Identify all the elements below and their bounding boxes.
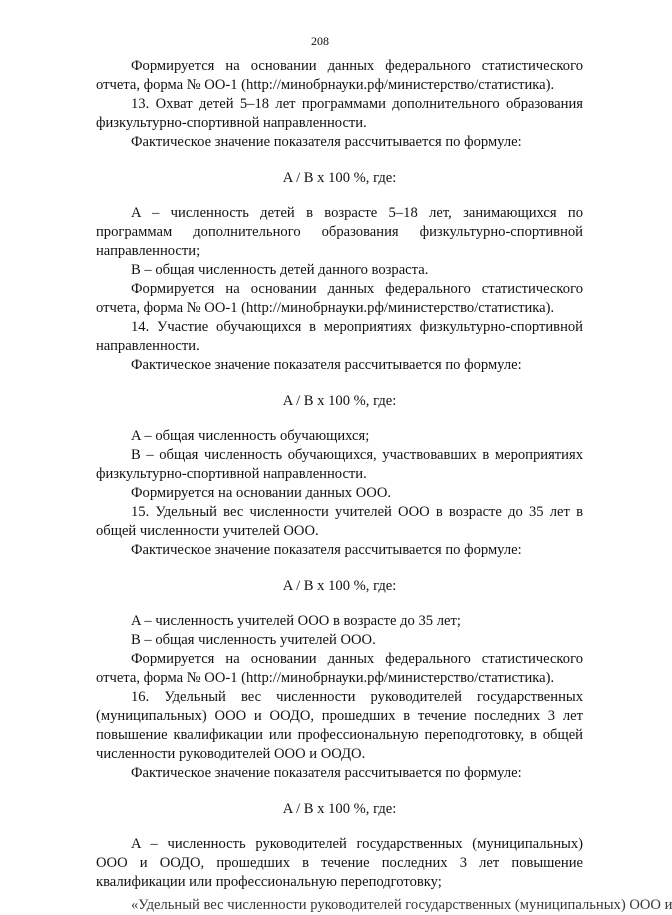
page-number: 208: [311, 34, 329, 48]
formula: A / B х 100 %, где:: [282, 801, 397, 817]
formula-intro: Фактическое значение показателя рассчитывается по формуле:: [131, 542, 522, 558]
variable-b-definition: B – общая численность детей данного возраста.: [131, 262, 429, 278]
variable-b-definition: B – общая численность обучающихся, участвовавших в мероприятиях физкультурно-спортивной направленности.: [96, 447, 583, 482]
indicator-15-title: 15. Удельный вес численности учителей ООО в возрасте до 35 лет в общей численности учителей ООО.: [96, 504, 583, 539]
source-note: Формируется на основании данных федерального статистического отчета, форма № ОО-1 (http://минобрнауки.рф/министерство/статистика).: [96, 58, 583, 93]
indicator-13-title: 13. Охват детей 5–18 лет программами дополнительного образования физкультурно-спортивной направленности.: [96, 96, 583, 131]
formula: A / B х 100 %, где:: [282, 393, 397, 409]
source-note: Формируется на основании данных федерального статистического отчета, форма № ОО-1 (http://минобрнауки.рф/министерство/статистика).: [96, 651, 583, 686]
variable-a-definition: A – численность руководителей государственных (муниципальных) ООО и ООДО, прошедших в течение последних 3 лет повышение квалификации или профессиональную переподготовку;: [96, 836, 583, 890]
source-note: Формируется на основании данных ООО.: [131, 485, 392, 501]
variable-b-definition: B – общая численность учителей ООО.: [131, 632, 376, 648]
indicator-16-title: 16. Удельный вес численности руководителей государственных (муниципальных) ООО и ООДО, прошедших в течение последних 3 лет повышение квалификации или профессиональную переподготовку, в общей численности руководителей ООО и ООДО.: [96, 689, 583, 762]
cut-off-text: «Удельный вес численности руководителей государственных (муниципальных) ООО и: [131, 897, 672, 913]
variable-a-definition: A – общая численность обучающихся;: [131, 428, 370, 444]
document-body: [96, 57, 583, 892]
source-note: Формируется на основании данных федерального статистического отчета, форма № ОО-1 (http://минобрнауки.рф/министерство/статистика).: [96, 281, 583, 316]
variable-a-definition: A – численность детей в возрасте 5–18 лет, занимающихся по программам дополнительного образования физкультурно-спортивной направленности;: [96, 205, 583, 259]
formula-intro: Фактическое значение показателя рассчитывается по формуле:: [131, 134, 522, 150]
indicator-14-title: 14. Участие обучающихся в мероприятиях физкультурно-спортивной направленности.: [96, 319, 583, 354]
formula-intro: Фактическое значение показателя рассчитывается по формуле:: [131, 357, 522, 373]
cut-off-text-line: [96, 886, 672, 913]
formula: A / B х 100 %, где:: [282, 578, 397, 594]
variable-a-definition: A – численность учителей ООО в возрасте до 35 лет;: [131, 613, 461, 629]
formula-intro: Фактическое значение показателя рассчитывается по формуле:: [131, 765, 522, 781]
formula: A / B х 100 %, где:: [282, 170, 397, 186]
